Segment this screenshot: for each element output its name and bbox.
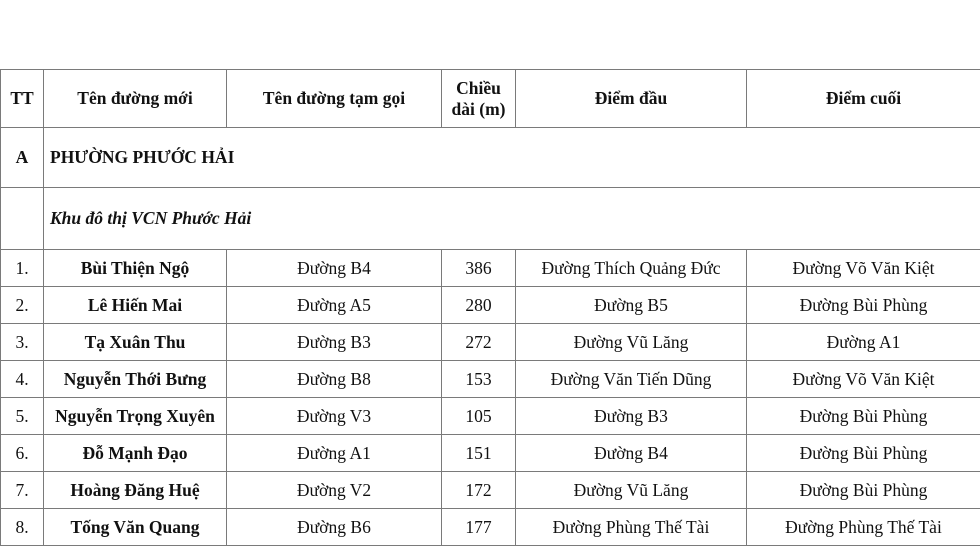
table-row: [1, 398, 980, 435]
subsection-row: [1, 188, 980, 250]
cell-length: 153: [442, 361, 516, 398]
cell-end-point: Đường Bùi Phùng: [747, 472, 980, 509]
cell-length: 105: [442, 398, 516, 435]
cell-temp-name: Đường A5: [227, 287, 442, 324]
cell-end-point: Đường Võ Văn Kiệt: [747, 361, 980, 398]
cell-end-point: Đường Bùi Phùng: [747, 287, 980, 324]
header-start-point: Điểm đầu: [516, 70, 747, 128]
section-tt: A: [1, 128, 44, 188]
cell-length: 386: [442, 250, 516, 287]
cell-start-point: Đường Phùng Thế Tài: [516, 509, 747, 546]
cell-length: 280: [442, 287, 516, 324]
cell-length: 272: [442, 324, 516, 361]
cell-temp-name: Đường V2: [227, 472, 442, 509]
header-end-point: Điểm cuối: [747, 70, 980, 128]
cell-temp-name: Đường V3: [227, 398, 442, 435]
header-temp-name: Tên đường tạm gọi: [227, 70, 442, 128]
cell-tt: 3.: [1, 324, 44, 361]
table-row: [1, 361, 980, 398]
table-row: [1, 435, 980, 472]
table-row: [1, 509, 980, 546]
cell-start-point: Đường Vũ Lăng: [516, 324, 747, 361]
cell-end-point: Đường Võ Văn Kiệt: [747, 250, 980, 287]
streets-table: [0, 69, 980, 546]
cell-tt: 7.: [1, 472, 44, 509]
cell-start-point: Đường B5: [516, 287, 747, 324]
table-row: [1, 324, 980, 361]
cell-tt: 8.: [1, 509, 44, 546]
cell-length: 172: [442, 472, 516, 509]
cell-start-point: Đường B3: [516, 398, 747, 435]
header-new-name: Tên đường mới: [44, 70, 227, 128]
cell-temp-name: Đường B6: [227, 509, 442, 546]
cell-new-name: Nguyễn Thới Bưng: [44, 361, 227, 398]
table-row: [1, 472, 980, 509]
cell-start-point: Đường Thích Quảng Đức: [516, 250, 747, 287]
cell-new-name: Nguyễn Trọng Xuyên: [44, 398, 227, 435]
cell-start-point: Đường Vũ Lăng: [516, 472, 747, 509]
cell-tt: 4.: [1, 361, 44, 398]
cell-temp-name: Đường B8: [227, 361, 442, 398]
cell-new-name: Đỗ Mạnh Đạo: [44, 435, 227, 472]
cell-start-point: Đường Văn Tiến Dũng: [516, 361, 747, 398]
cell-temp-name: Đường A1: [227, 435, 442, 472]
subsection-title: Khu đô thị VCN Phước Hải: [44, 188, 980, 250]
cell-tt: 5.: [1, 398, 44, 435]
cell-new-name: Lê Hiến Mai: [44, 287, 227, 324]
header-length-line1: Chiều: [456, 77, 501, 98]
cell-tt: 6.: [1, 435, 44, 472]
cell-tt: 1.: [1, 250, 44, 287]
cell-end-point: Đường Phùng Thế Tài: [747, 509, 980, 546]
header-length: [442, 70, 516, 128]
section-row: [1, 128, 980, 188]
header-tt: TT: [1, 70, 44, 128]
cell-new-name: Hoàng Đăng Huệ: [44, 472, 227, 509]
section-title: PHƯỜNG PHƯỚC HẢI: [44, 128, 980, 188]
header-length-line2: dài (m): [451, 98, 506, 119]
cell-temp-name: Đường B3: [227, 324, 442, 361]
cell-tt: 2.: [1, 287, 44, 324]
cell-new-name: Tống Văn Quang: [44, 509, 227, 546]
cell-length: 151: [442, 435, 516, 472]
table-row: [1, 250, 980, 287]
cell-start-point: Đường B4: [516, 435, 747, 472]
cell-length: 177: [442, 509, 516, 546]
table-row: [1, 287, 980, 324]
cell-temp-name: Đường B4: [227, 250, 442, 287]
cell-end-point: Đường A1: [747, 324, 980, 361]
cell-end-point: Đường Bùi Phùng: [747, 398, 980, 435]
subsection-tt-empty: [1, 188, 44, 250]
cell-end-point: Đường Bùi Phùng: [747, 435, 980, 472]
header-row: [1, 70, 980, 128]
cell-new-name: Bùi Thiện Ngộ: [44, 250, 227, 287]
cell-new-name: Tạ Xuân Thu: [44, 324, 227, 361]
